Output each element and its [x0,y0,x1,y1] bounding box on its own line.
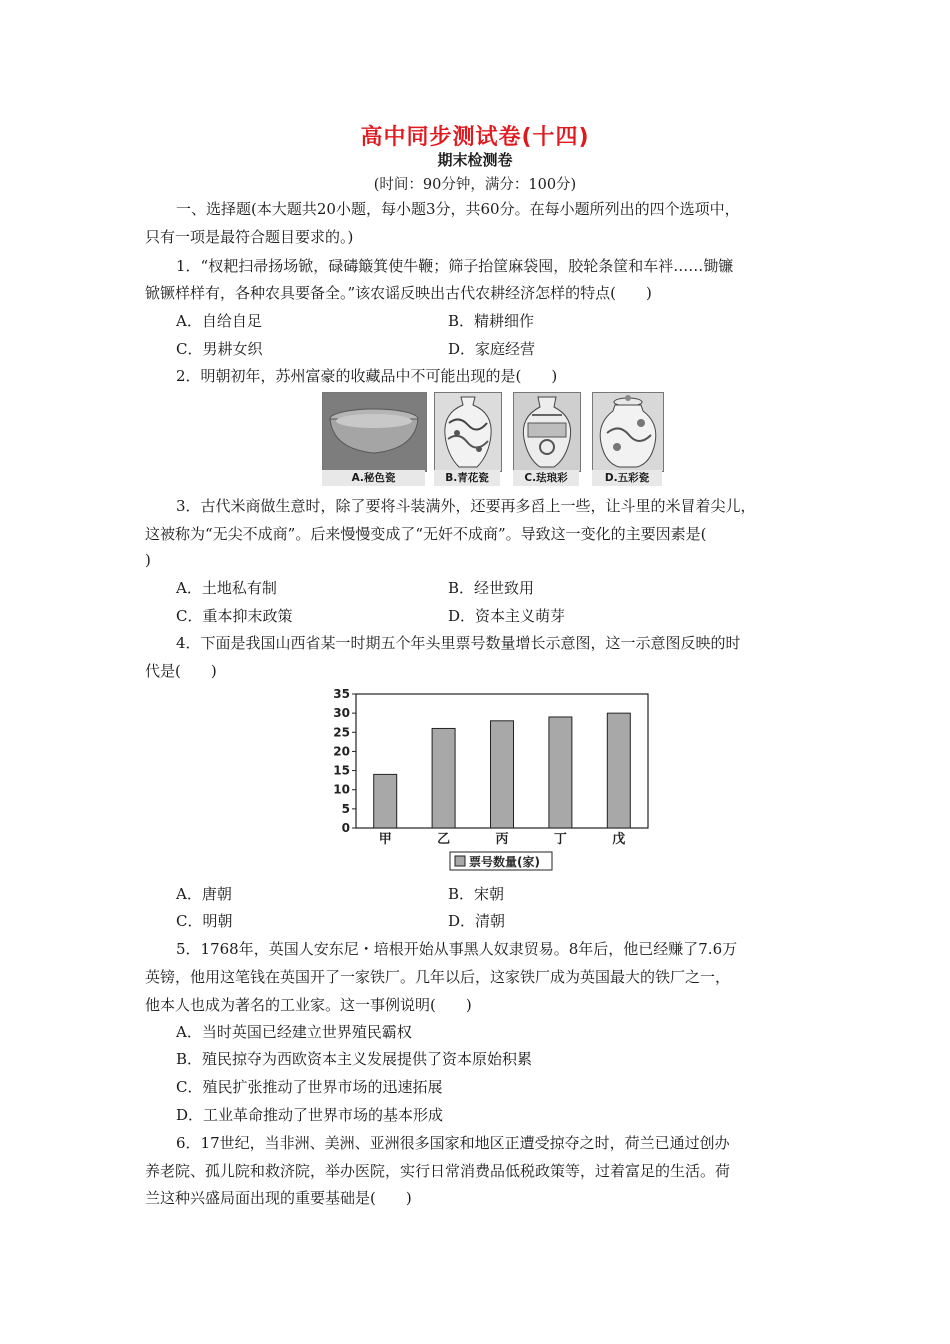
bar-1 [374,774,397,828]
q4-stem-cont: 代是( ) [145,662,217,680]
q1-stem-cont: 锨镢样样有，各种农具要备全。”该农谣反映出古代农耕经济怎样的特点( ) [145,284,652,302]
y-tick-label: 10 [333,782,350,797]
q3-option-d: D．资本主义萌芽 [448,607,566,625]
q5-stem: 5．1768年，英国人安东尼・培根开始从事黑人奴隶贸易。8年后，他已经赚了7.6万 [176,940,738,958]
bar-4 [549,717,572,828]
x-tick-label: 丙 [495,832,509,847]
q5-stem-cont: 英镑，他用这笔钱在英国开了一家铁厂。几年以后，这家铁厂成为英国最大的铁厂之一， [145,968,731,986]
bar-2 [432,728,455,828]
q5-option-d: D．工业革命推动了世界市场的基本形成 [176,1106,444,1124]
q3-option-a: A．土地私有制 [176,579,277,597]
q4-option-b: B．宋朝 [448,885,505,903]
q5-option-c: C．殖民扩张推动了世界市场的迅速拓展 [176,1078,443,1096]
x-tick-label: 甲 [378,832,392,847]
legend-swatch [455,856,465,866]
time-info: (时间：90分钟，满分：100分) [373,177,577,193]
q4-option-a: A．唐朝 [176,885,232,903]
q3-option-b: B．经世致用 [448,579,535,597]
page-subtitle: 期末检测卷 [437,151,513,169]
y-tick-label: 5 [341,801,350,816]
y-tick-label: 20 [333,744,350,759]
q2-stem: 2．明朝初年，苏州富豪的收藏品中不可能出现的是( ) [176,367,558,385]
q4-option-c: C．明朝 [176,912,233,930]
q6-stem-end: 兰这种兴盛局面出现的重要基础是( ) [145,1189,412,1207]
q5-option-b: B．殖民掠夺为西欧资本主义发展提供了资本原始积累 [176,1050,533,1068]
bar-3 [491,721,514,828]
section-intro-cont: 只有一项是最符合题目要求的。) [145,228,354,246]
q1-option-b: B．精耕细作 [448,312,535,330]
q1-option-a: A．自给自足 [176,312,262,330]
section-intro: 一、选择题(本大题共20小题，每小题3分，共60分。在每小题所列出的四个选项中， [176,200,740,218]
q1-stem: 1．“杈耙扫帚扬场锨，碌碡簸箕使牛鞭；筛子抬筐麻袋囤，胶轮条筐和车袢……锄镰 [176,257,734,275]
q5-stem-end: 他本人也成为著名的工业家。这一事例说明( ) [145,996,472,1014]
q3-stem: 3．古代米商做生意时，除了要将斗装满外，还要再多舀上一些，让斗里的米冒着尖儿， [176,497,756,515]
y-tick-label: 35 [333,687,350,701]
option-d-caption: D.五彩瓷 [592,470,662,486]
x-tick-label: 戊 [612,832,626,847]
y-tick-label: 0 [341,821,350,835]
q6-stem-cont: 养老院、孤儿院和救济院，举办医院，实行日常消费品低税政策等，过着富足的生活。荷 [145,1162,731,1180]
celadon-bowl-image [322,392,427,472]
q3-option-c: C．重本抑末政策 [176,607,293,625]
q1-option-d: D．家庭经营 [448,340,536,358]
q6-stem: 6．17世纪，当非洲、美洲、亚洲很多国家和地区正遭受掠夺之时，荷兰已通过创办 [176,1134,730,1152]
page-title: 高中同步测试卷(十四) [360,125,590,150]
y-tick-label: 30 [333,706,350,721]
blue-white-vase-image [434,392,502,472]
bar-5 [607,713,630,828]
y-tick-label: 15 [333,763,350,778]
enamel-vase-image [513,392,581,472]
bar-chart [322,682,662,872]
q4-option-d: D．清朝 [448,912,506,930]
option-a-caption: A.秘色瓷 [322,470,425,486]
q5-option-a: A．当时英国已经建立世界殖民霸权 [176,1023,412,1041]
q3-stem-cont: 这被称为“无尖不成商”。后来慢慢变成了“无奸不成商”。导致这一变化的主要因素是( [145,525,707,543]
x-tick-label: 乙 [437,832,451,847]
x-tick-label: 丁 [553,832,567,847]
q4-stem: 4．下面是我国山西省某一时期五个年头里票号数量增长示意图，这一示意图反映的时 [176,634,741,652]
y-tick-label: 25 [333,725,350,740]
wucai-jar-image [592,392,664,472]
option-c-caption: C.珐琅彩 [513,470,579,486]
q3-stem-end: ) [145,551,151,569]
q1-option-c: C．男耕女织 [176,340,263,358]
option-b-caption: B.青花瓷 [434,470,500,486]
legend-label: 票号数量(家) [469,855,540,869]
